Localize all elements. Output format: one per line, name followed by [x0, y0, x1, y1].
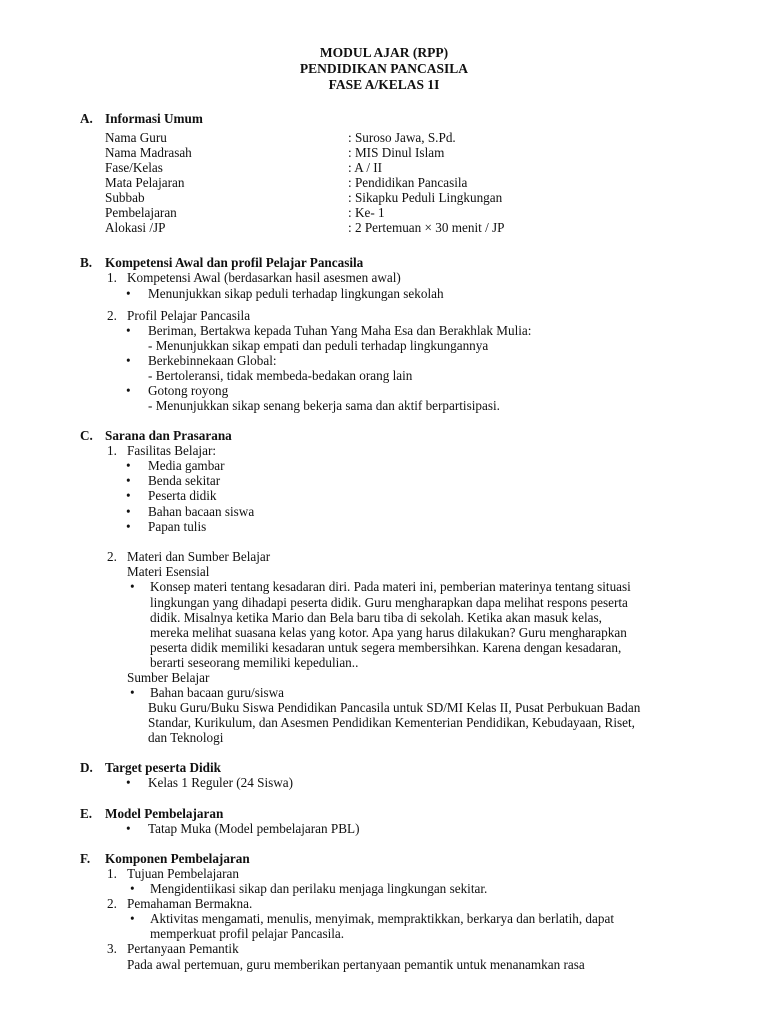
document-subtitle: PENDIDIKAN PANCASILA	[299, 61, 469, 76]
facility-item: • Papan tulis	[126, 519, 207, 534]
bullet-detail: - Menunjukkan sikap senang bekerja sama dan aktif berpartisipasi.	[148, 398, 500, 413]
materi-label: Materi Esensial	[127, 564, 210, 579]
sumber-line: Standar, Kurikulum, dan Asesmen Pendidikan Kementerian Pendidikan, Kebudayaan, Riset,	[148, 715, 635, 730]
numbered-item: 1. Kompetensi Awal (berdasarkan hasil asesmen awal)	[107, 270, 401, 285]
bullet-continuation: memperkuat profil pelajar Pancasila.	[150, 926, 345, 941]
info-value: : MIS Dinul Islam	[348, 145, 445, 160]
section-c-heading: C. Sarana dan Prasarana	[80, 428, 232, 443]
section-e-heading: E. Model Pembelajaran	[80, 806, 224, 821]
bullet-detail: - Menunjukkan sikap empati dan peduli terhadap lingkungannya	[148, 338, 489, 353]
paragraph-line: Pada awal pertemuan, guru memberikan pertanyaan pemantik untuk menanamkan rasa	[127, 957, 585, 972]
info-label: Alokasi /JP	[105, 220, 166, 235]
facility-item: • Benda sekitar	[126, 473, 221, 488]
numbered-item: 2. Pemahaman Bermakna.	[107, 896, 253, 911]
bullet-item: • Tatap Muka (Model pembelajaran PBL)	[126, 821, 360, 836]
materi-paragraph-line: • Konsep materi tentang kesadaran diri. Pada materi ini, pemberian materinya tentang situasi	[130, 579, 631, 594]
document-phase-class: FASE A/KELAS 1I	[328, 77, 440, 92]
sumber-line: dan Teknologi	[148, 730, 224, 745]
info-label: Fase/Kelas	[105, 160, 163, 175]
facility-item: • Bahan bacaan siswa	[126, 504, 255, 519]
bullet-item: • Kelas 1 Reguler (24 Siswa)	[126, 775, 294, 790]
numbered-item: 1. Fasilitas Belajar:	[107, 443, 216, 458]
info-value: : Suroso Jawa, S.Pd.	[348, 130, 456, 145]
bullet-detail: - Bertoleransi, tidak membeda-bedakan orang lain	[148, 368, 413, 383]
numbered-item: 1. Tujuan Pembelajaran	[107, 866, 239, 881]
info-value: : Sikapku Peduli Lingkungan	[348, 190, 503, 205]
materi-paragraph-line: mereka melihat suasana kelas yang kotor. Apa yang harus dilakukan? Guru mengharapkan	[150, 625, 627, 640]
info-value: : 2 Pertemuan × 30 menit / JP	[348, 220, 505, 235]
info-label: Pembelajaran	[105, 205, 177, 220]
document-title: MODUL AJAR (RPP)	[319, 45, 449, 60]
materi-paragraph-line: berarti seseorang memiliki kepedulian..	[150, 655, 359, 670]
numbered-item: 2. Materi dan Sumber Belajar	[107, 549, 271, 564]
materi-paragraph-line: didik. Misalnya ketika Mario dan Bela baru tiba di sekolah. Ketika akan masuk kelas,	[150, 610, 602, 625]
sumber-label: Sumber Belajar	[127, 670, 210, 685]
bullet-item: • Gotong royong	[126, 383, 229, 398]
info-label: Nama Guru	[105, 130, 167, 145]
info-label: Nama Madrasah	[105, 145, 192, 160]
section-f-heading: F. Komponen Pembelajaran	[80, 851, 250, 866]
bullet-item: • Beriman, Bertakwa kepada Tuhan Yang Maha Esa dan Berakhlak Mulia:	[126, 323, 532, 338]
materi-paragraph-line: lingkungan yang dihadapi peserta didik. Guru mengharapkan dapa melihat respons peserta	[150, 595, 628, 610]
numbered-item: 2. Profil Pelajar Pancasila	[107, 308, 251, 323]
bullet-item: • Berkebinnekaan Global:	[126, 353, 277, 368]
facility-item: • Media gambar	[126, 458, 225, 473]
info-value: : A / II	[348, 160, 383, 175]
sumber-bullet: • Bahan bacaan guru/siswa	[130, 685, 285, 700]
info-label: Mata Pelajaran	[105, 175, 185, 190]
numbered-item: 3. Pertanyaan Pemantik	[107, 941, 239, 956]
info-label: Subbab	[105, 190, 145, 205]
section-b-heading: B. Kompetensi Awal dan profil Pelajar Pancasila	[80, 255, 364, 270]
info-value: : Pendidikan Pancasila	[348, 175, 468, 190]
materi-paragraph-line: peserta didik memiliki kesadaran untuk segera membersihkan. Karena dengan kesadaran,	[150, 640, 622, 655]
section-d-heading: D. Target peserta Didik	[80, 760, 221, 775]
sumber-line: Buku Guru/Buku Siswa Pendidikan Pancasila untuk SD/MI Kelas II, Pusat Perbukuan Badan	[148, 700, 641, 715]
section-a-heading: A. Informasi Umum	[80, 111, 203, 126]
bullet-item: • Menunjukkan sikap peduli terhadap lingkungan sekolah	[126, 286, 444, 301]
info-value: : Ke- 1	[348, 205, 385, 220]
bullet-item: • Aktivitas mengamati, menulis, menyimak, mempraktikkan, berkarya dan berlatih, dapat	[130, 911, 614, 926]
facility-item: • Peserta didik	[126, 488, 217, 503]
bullet-item: • Mengidentiikasi sikap dan perilaku menjaga lingkungan sekitar.	[130, 881, 488, 896]
